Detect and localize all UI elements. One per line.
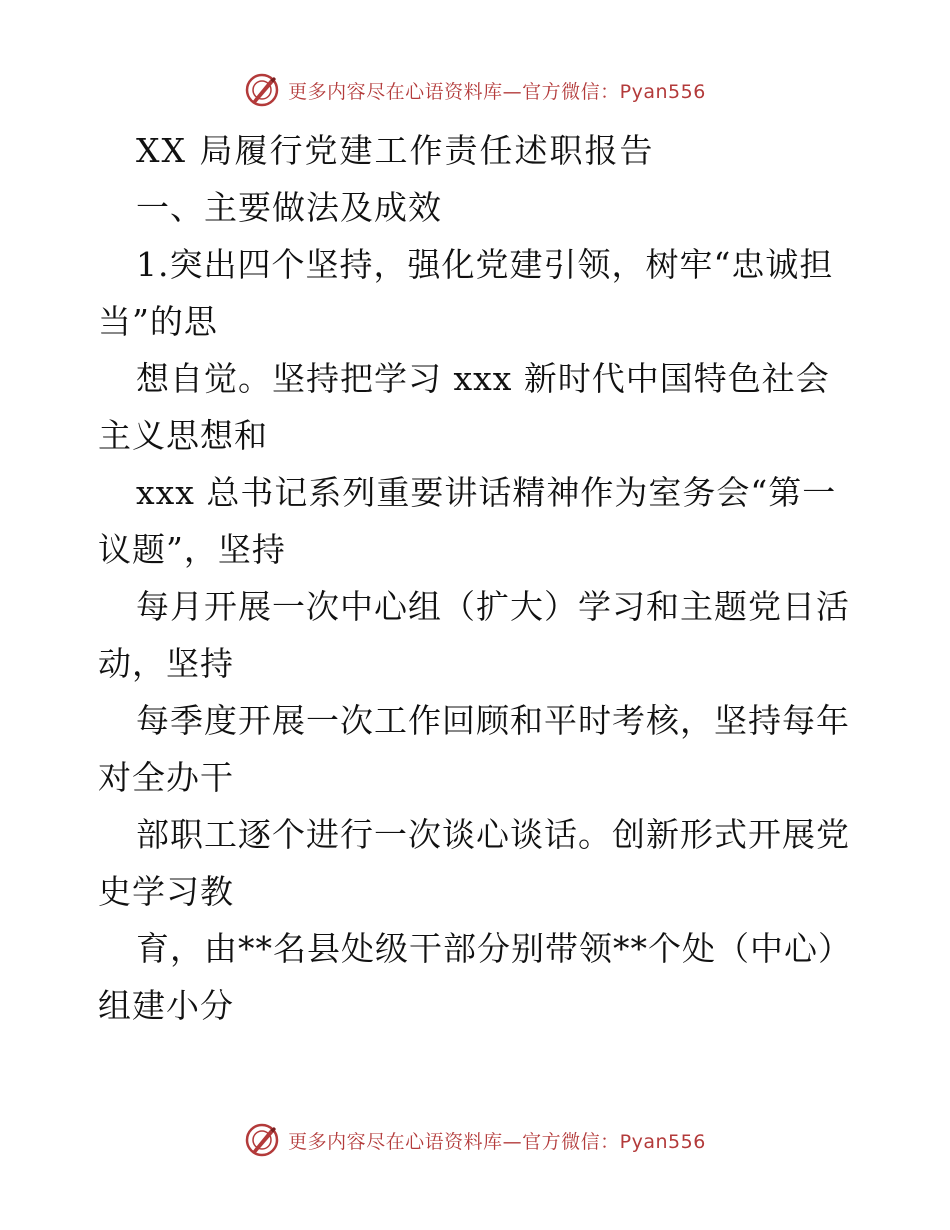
paragraph-line: 育，由**名县处级干部分别带领**个处（中心）: [136, 929, 852, 968]
paragraph-line: xxx 总书记系列重要讲话精神作为室务会“第一: [136, 473, 837, 512]
watermark-header: [0, 68, 950, 112]
pen-logo-icon: [244, 1122, 280, 1158]
watermark-text: 更多内容尽在心语资料库—官方微信：Pyan556: [288, 1130, 706, 1153]
paragraph-line: 议题”，坚持: [98, 530, 286, 569]
paragraph-line: 每季度开展一次工作回顾和平时考核，坚持每年: [136, 701, 850, 740]
paragraph-line: 想自觉。坚持把学习 xxx 新时代中国特色社会: [136, 359, 830, 398]
pen-logo-icon: [244, 72, 280, 108]
paragraph-line: 每月开展一次中心组（扩大）学习和主题党日活: [136, 587, 850, 626]
watermark-footer: [0, 1118, 950, 1162]
paragraph-line: 组建小分: [98, 986, 234, 1025]
document-title: XX 局履行党建工作责任述职报告: [136, 131, 655, 170]
paragraph-line: 对全办干: [98, 758, 234, 797]
document-body: [98, 122, 858, 1034]
paragraph-line: 史学习教: [98, 872, 234, 911]
paragraph-line: 主义思想和: [98, 416, 268, 455]
watermark-text: 更多内容尽在心语资料库—官方微信：Pyan556: [288, 80, 706, 103]
paragraph-line: 1.突出四个坚持，强化党建引领，树牢“忠诚担: [136, 245, 834, 284]
paragraph-line: 当”的思: [98, 302, 218, 341]
section-heading: 一、主要做法及成效: [136, 188, 442, 227]
paragraph-line: 动，坚持: [98, 644, 234, 683]
paragraph-line: 部职工逐个进行一次谈心谈话。创新形式开展党: [136, 815, 850, 854]
